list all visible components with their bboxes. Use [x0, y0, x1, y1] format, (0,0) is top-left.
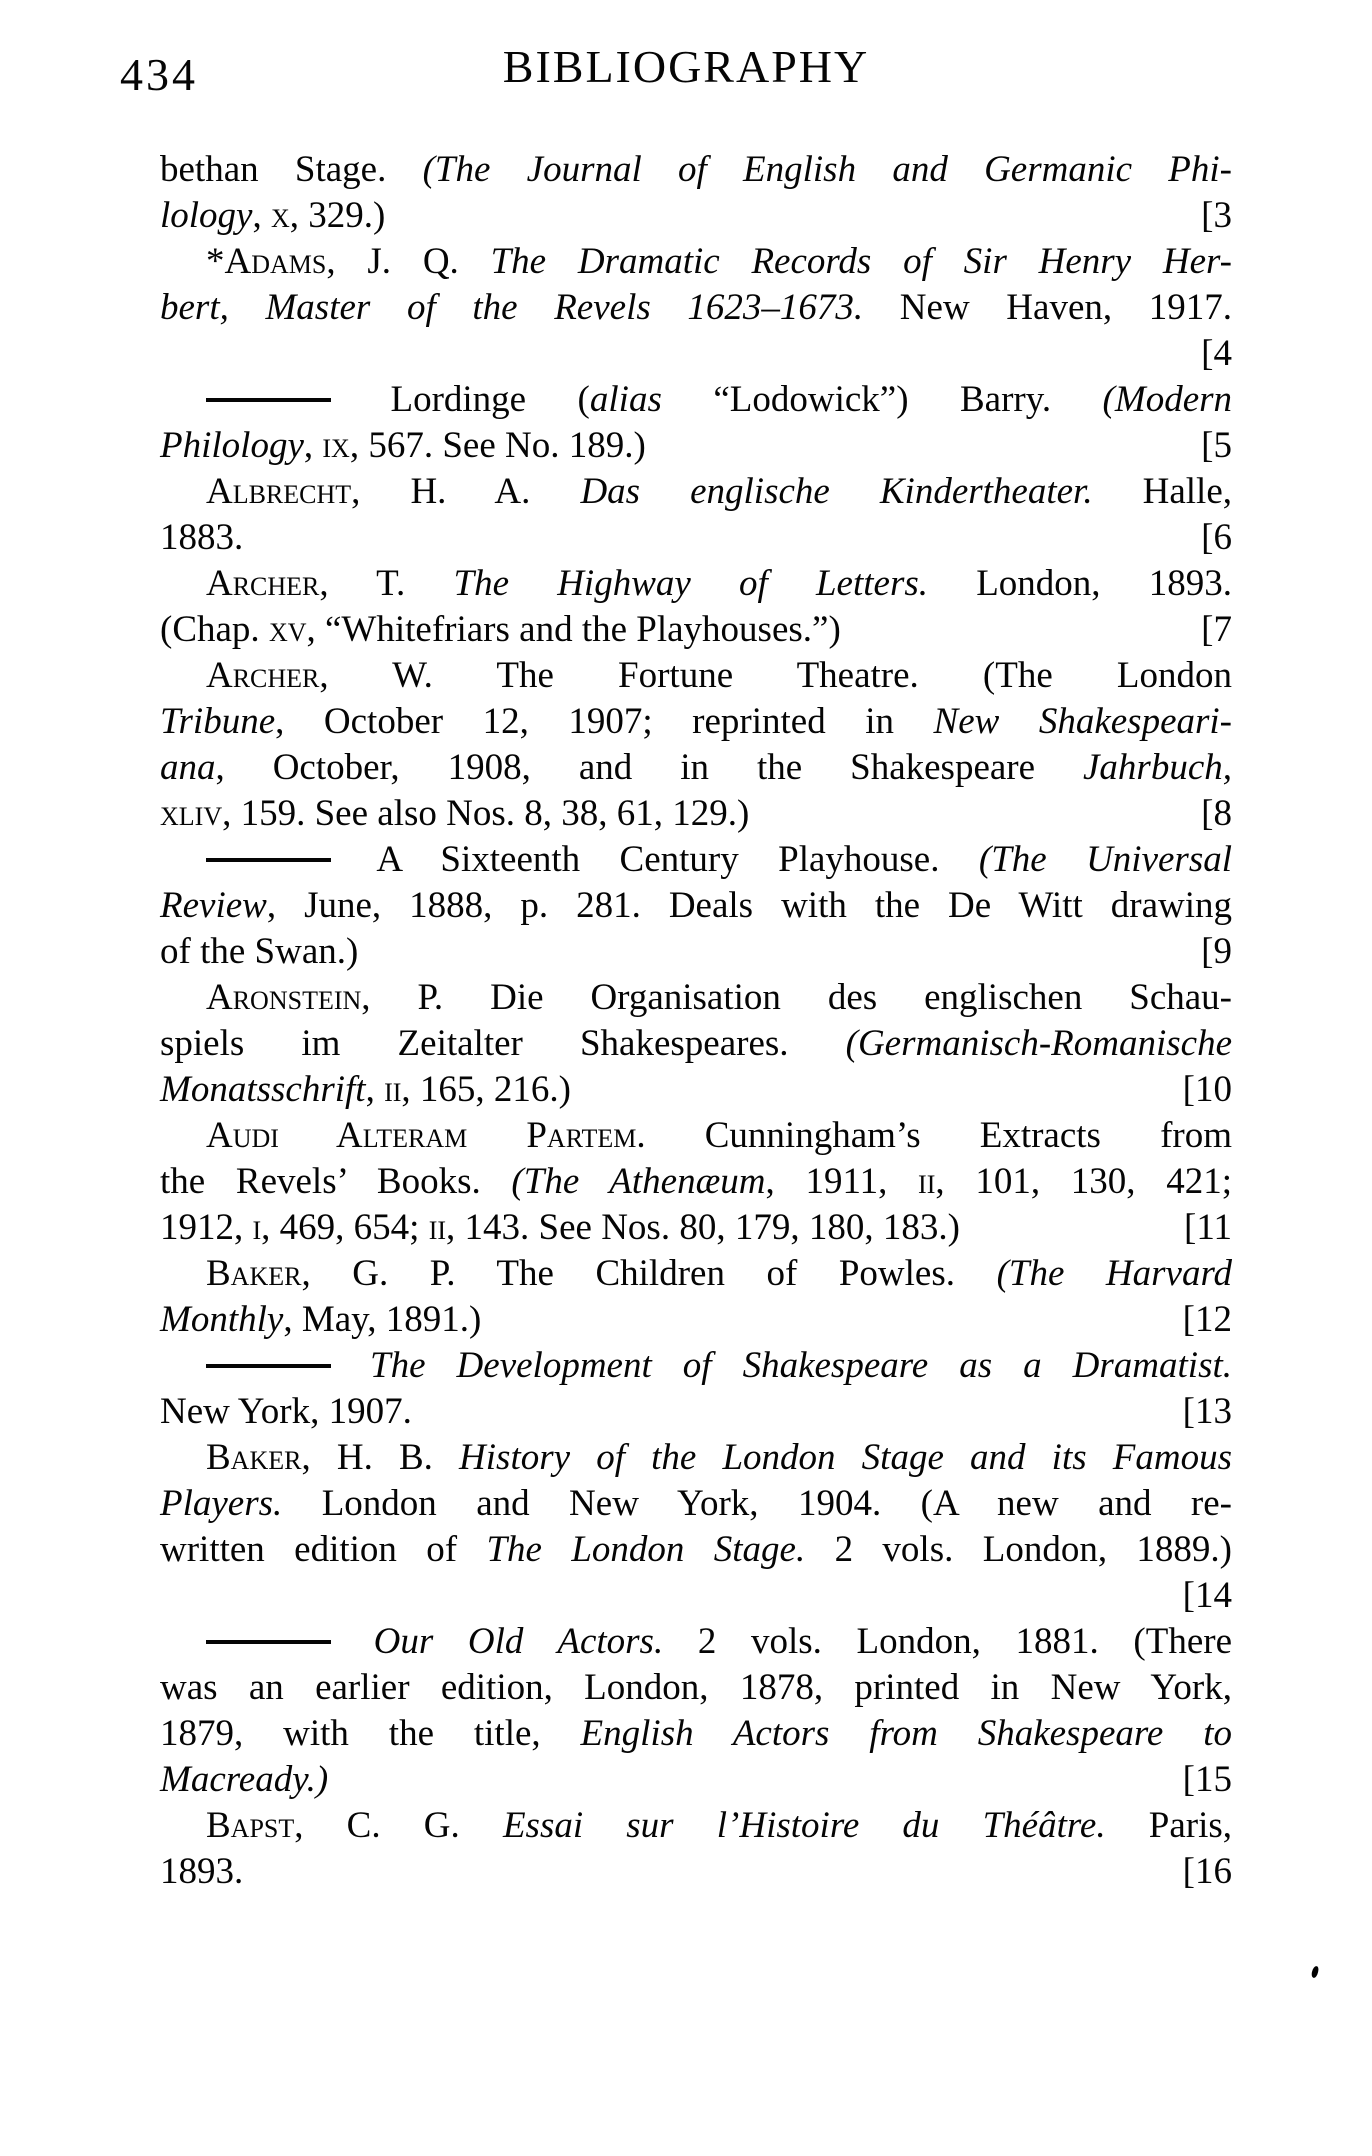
text-segment: Adams: [224, 241, 327, 282]
bibliography-line: [160, 331, 1232, 377]
line-content: [160, 1159, 1232, 1205]
line-content: [160, 561, 1232, 607]
text-segment: , October 12, 1907; reprinted in: [275, 701, 934, 742]
text-segment: London and New York, 1904. (A new and re-: [282, 1483, 1232, 1524]
text-segment: Halle,: [1092, 471, 1233, 512]
text-segment: (The Athenæum: [511, 1161, 766, 1202]
text-segment: Archer: [206, 655, 320, 696]
bibliography-line: [160, 1297, 1232, 1343]
text-segment: , 469, 654;: [261, 1207, 429, 1248]
text-segment: x: [270, 195, 290, 236]
bibliography-line: [160, 975, 1232, 1021]
text-segment: Philology: [160, 425, 304, 466]
text-segment: the Revels’ Books.: [160, 1161, 512, 1202]
text-segment: ix: [322, 425, 350, 466]
text-segment: bert, Master of the Revels 1623–1673.: [160, 287, 864, 328]
bibliography-line: [160, 1205, 1232, 1251]
bibliography-line: [160, 1711, 1232, 1757]
entry-ref-number: [10: [1182, 1069, 1232, 1110]
entry-ref-number: [14: [1182, 1575, 1232, 1616]
text-segment: , 567. See No. 189.): [349, 425, 646, 466]
entry-ref-number: [11: [1184, 1207, 1232, 1248]
line-content: [160, 423, 1187, 469]
line-content: [160, 883, 1232, 929]
line-content: [160, 1113, 1232, 1159]
entry-ref-number: [13: [1182, 1391, 1232, 1432]
text-segment: alias: [589, 379, 662, 420]
text-segment: Players.: [160, 1483, 283, 1524]
text-segment: (Germanisch-Romanische: [845, 1023, 1232, 1064]
text-segment: (Chap.: [160, 609, 269, 650]
text-segment: written edition of: [160, 1529, 487, 1570]
line-content: [160, 285, 1232, 331]
text-segment: ,: [303, 425, 323, 466]
text-segment: , H. A.: [351, 471, 581, 512]
bibliography-line: [160, 1619, 1232, 1665]
text-segment: Audi Alteram Partem: [206, 1115, 637, 1156]
text-segment: , W. The Fortune Theatre. (The London: [319, 655, 1232, 696]
entry-ref-number: [15: [1182, 1759, 1232, 1800]
line-content: [160, 1619, 1232, 1665]
line-content: [160, 975, 1232, 1021]
text-segment: , 329.): [289, 195, 386, 236]
bibliography-line: [160, 1803, 1232, 1849]
text-segment: Baker: [206, 1253, 302, 1294]
text-segment: [339, 1621, 374, 1662]
line-content: [160, 1251, 1232, 1297]
text-segment: , C. G.: [294, 1805, 503, 1846]
text-segment: , 165, 216.): [401, 1069, 571, 1110]
dash-rule: [206, 1640, 331, 1644]
bibliography-line: [160, 1067, 1232, 1113]
text-segment: , J. Q.: [326, 241, 491, 282]
line-content: [160, 607, 1187, 653]
text-segment: spiels im Zeitalter Shakespeares.: [160, 1023, 846, 1064]
bibliography-line: [160, 515, 1232, 561]
ink-speck: [1311, 1966, 1319, 1979]
text-segment: ,: [365, 1069, 385, 1110]
text-segment: , G. P. The Children of Powles.: [301, 1253, 997, 1294]
text-segment: New York, 1907.: [160, 1391, 412, 1432]
line-content: [160, 1665, 1232, 1711]
line-content: [160, 193, 1187, 239]
page-title: BIBLIOGRAPHY: [502, 41, 870, 92]
entry-ref-number: [7: [1201, 609, 1232, 650]
entry-ref-number: [12: [1182, 1299, 1232, 1340]
bibliography-line: [160, 1159, 1232, 1205]
text-segment: Monthly: [160, 1299, 284, 1340]
bibliography-line: [160, 193, 1232, 239]
bibliography-line: [160, 1389, 1232, 1435]
line-content: [160, 1573, 1169, 1619]
text-segment: was an earlier edition, London, 1878, printed in New York,: [160, 1667, 1232, 1708]
dash-rule: [206, 858, 331, 862]
line-content: [160, 239, 1232, 285]
text-segment: History of the London Stage and its Famous: [459, 1437, 1232, 1478]
text-segment: Baker: [206, 1437, 302, 1478]
bibliography-line: [160, 469, 1232, 515]
line-content: [160, 745, 1232, 791]
bibliography-line: [160, 1021, 1232, 1067]
line-content: [160, 1297, 1169, 1343]
text-block: [160, 147, 1232, 1895]
bibliography-line: [160, 837, 1232, 883]
text-segment: Essai sur l’Histoire du Théâtre.: [502, 1805, 1106, 1846]
text-segment: , October, 1908, and in the Shakespeare: [215, 747, 1083, 788]
line-content: [160, 1849, 1169, 1895]
text-segment: 2 vols. London, 1881. (There: [663, 1621, 1233, 1662]
text-segment: , 143. See Nos. 80, 179, 180, 183.): [446, 1207, 960, 1248]
bibliography-line: [160, 1435, 1232, 1481]
text-segment: Bapst: [206, 1805, 295, 1846]
line-content: [160, 1021, 1232, 1067]
text-segment: Our Old Actors.: [373, 1621, 664, 1662]
bibliography-line: [160, 929, 1232, 975]
line-content: [160, 1803, 1232, 1849]
bibliography-line: [160, 699, 1232, 745]
entry-ref-number: [4: [1201, 333, 1232, 374]
text-segment: A Sixteenth Century Playhouse.: [339, 839, 979, 880]
bibliography-line: [160, 239, 1232, 285]
text-segment: bethan Stage.: [160, 149, 423, 190]
line-content: [160, 1481, 1232, 1527]
text-segment: 1893.: [160, 1851, 244, 1892]
bibliography-line: [160, 1665, 1232, 1711]
text-segment: London, 1893.: [928, 563, 1232, 604]
text-segment: , June, 1888, p. 281. Deals with the De Witt drawing: [266, 885, 1232, 926]
line-content: [160, 1435, 1232, 1481]
entry-ref-number: [6: [1201, 517, 1232, 558]
text-segment: xliv: [160, 793, 223, 834]
text-segment: , H. B.: [301, 1437, 460, 1478]
text-segment: (The Harvard: [996, 1253, 1232, 1294]
bibliography-line: [160, 1481, 1232, 1527]
text-segment: , May, 1891.): [283, 1299, 482, 1340]
line-content: [160, 1711, 1232, 1757]
line-content: [160, 1067, 1169, 1113]
bibliography-line: [160, 1113, 1232, 1159]
line-content: [160, 1757, 1169, 1803]
bibliography-line: [160, 147, 1232, 193]
text-segment: Monatsschrift: [160, 1069, 366, 1110]
text-segment: (The Universal: [978, 839, 1233, 880]
text-segment: ana: [160, 747, 216, 788]
text-segment: , “Whitefriars and the Playhouses.”): [306, 609, 841, 650]
text-segment: . Cunningham’s Extracts from: [636, 1115, 1232, 1156]
text-segment: “Lodowick”) Barry.: [661, 379, 1103, 420]
text-segment: , 159. See also Nos. 8, 38, 61, 129.): [222, 793, 750, 834]
entry-ref-number: [3: [1201, 195, 1232, 236]
text-segment: 2 vols. London, 1889.): [805, 1529, 1233, 1570]
text-segment: ,: [252, 195, 271, 236]
text-segment: Macready.): [160, 1759, 329, 1800]
text-segment: The London Stage.: [486, 1529, 806, 1570]
line-content: [160, 147, 1232, 193]
text-segment: Tribune: [160, 701, 276, 742]
bibliography-line: [160, 791, 1232, 837]
bibliography-line: [160, 607, 1232, 653]
text-segment: lology: [160, 195, 253, 236]
text-segment: The Highway of Letters.: [453, 563, 928, 604]
line-content: [160, 1527, 1232, 1573]
line-content: [160, 791, 1187, 837]
text-segment: New Shakespeari-: [933, 701, 1232, 742]
line-content: [160, 653, 1232, 699]
line-content: [160, 331, 1187, 377]
text-segment: 1912,: [160, 1207, 253, 1248]
page-number: 434: [120, 49, 198, 100]
entry-ref-number: [16: [1182, 1851, 1232, 1892]
entry-ref-number: [5: [1201, 425, 1232, 466]
bibliography-line: [160, 377, 1232, 423]
bibliography-line: [160, 423, 1232, 469]
text-segment: 1883.: [160, 517, 244, 558]
text-segment: (Modern: [1102, 379, 1233, 420]
text-segment: ii: [918, 1161, 936, 1202]
text-segment: i: [252, 1207, 262, 1248]
dash-rule: [206, 398, 331, 402]
bibliography-line: [160, 653, 1232, 699]
text-segment: The Dramatic Records of Sir Henry Her-: [490, 241, 1232, 282]
bibliography-line: [160, 285, 1232, 331]
text-segment: Jahrbuch,: [1083, 747, 1232, 788]
entry-ref-number: [8: [1201, 793, 1232, 834]
text-segment: [339, 1345, 370, 1386]
text-segment: , 101, 130, 421;: [935, 1161, 1232, 1202]
line-content: [160, 1205, 1170, 1251]
text-segment: of the Swan.): [160, 931, 359, 972]
text-segment: Lordinge (: [339, 379, 590, 420]
line-content: [160, 699, 1232, 745]
text-segment: Albrecht: [206, 471, 352, 512]
entry-ref-number: [9: [1201, 931, 1232, 972]
line-content: [160, 1343, 1232, 1389]
line-content: [160, 1389, 1169, 1435]
bibliography-line: [160, 1573, 1232, 1619]
line-content: [160, 469, 1232, 515]
text-segment: ii: [428, 1207, 447, 1248]
text-segment: , P. Die Organisation des englischen Schau-: [361, 977, 1232, 1018]
bibliography-line: [160, 1251, 1232, 1297]
text-segment: (The Journal of English and Germanic Phi-: [422, 149, 1232, 190]
text-segment: Archer: [206, 563, 320, 604]
bibliography-line: [160, 1343, 1232, 1389]
text-segment: Aronstein: [206, 977, 362, 1018]
bibliography-line: [160, 1527, 1232, 1573]
line-content: [160, 377, 1232, 423]
bibliography-line: [160, 883, 1232, 929]
text-segment: Paris,: [1105, 1805, 1233, 1846]
dash-rule: [206, 1364, 331, 1368]
line-content: [160, 929, 1187, 975]
text-segment: ii: [384, 1069, 402, 1110]
text-segment: English Actors from Shakespeare to: [580, 1713, 1232, 1754]
bibliography-line: [160, 561, 1232, 607]
line-content: [160, 837, 1232, 883]
text-segment: xv: [268, 609, 307, 650]
text-segment: The Development of Shakespeare as a Dramatist.: [370, 1345, 1233, 1386]
text-segment: Review: [160, 885, 267, 926]
bibliography-line: [160, 745, 1232, 791]
bibliography-line: [160, 1849, 1232, 1895]
bibliography-line: [160, 1757, 1232, 1803]
text-segment: New Haven, 1917.: [863, 287, 1232, 328]
line-content: [160, 515, 1187, 561]
text-segment: , T.: [319, 563, 454, 604]
text-segment: *: [206, 241, 225, 282]
text-segment: Das englische Kindertheater.: [580, 471, 1093, 512]
text-segment: 1879, with the title,: [160, 1713, 581, 1754]
text-segment: , 1911,: [765, 1161, 919, 1202]
